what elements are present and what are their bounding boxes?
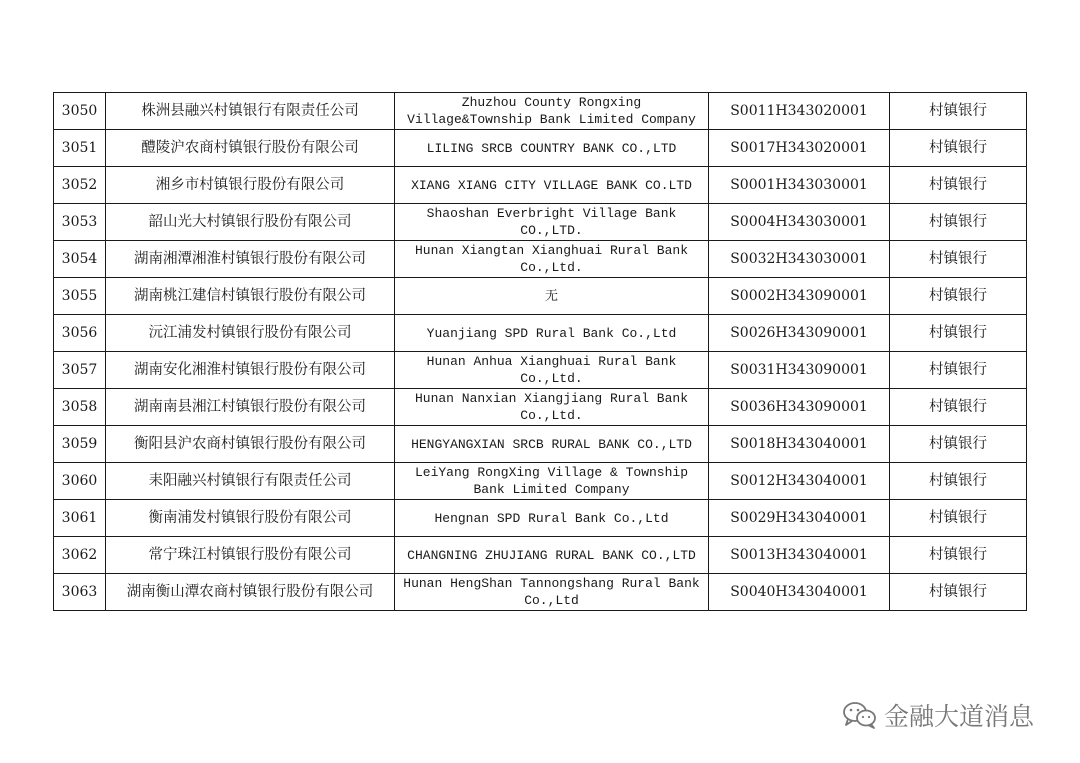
institution-code: S0040H343040001 xyxy=(709,574,890,611)
bank-name-cn: 衡阳县沪农商村镇银行股份有限公司 xyxy=(106,426,395,463)
institution-type: 村镇银行 xyxy=(890,426,1027,463)
table-row xyxy=(54,130,1027,167)
row-number: 3062 xyxy=(54,537,106,574)
table-row xyxy=(54,426,1027,463)
bank-name-cn: 株洲县融兴村镇银行有限责任公司 xyxy=(106,93,395,130)
row-number: 3050 xyxy=(54,93,106,130)
bank-name-cn: 湖南安化湘淮村镇银行股份有限公司 xyxy=(106,352,395,389)
table-row xyxy=(54,537,1027,574)
institution-type: 村镇银行 xyxy=(890,389,1027,426)
bank-name-en: Shaoshan Everbright Village Bank CO.,LTD. xyxy=(395,204,709,241)
bank-name-en: Hunan Nanxian Xiangjiang Rural Bank Co.,Ltd. xyxy=(395,389,709,426)
bank-name-cn: 湖南桃江建信村镇银行股份有限公司 xyxy=(106,278,395,315)
row-number: 3061 xyxy=(54,500,106,537)
institution-type: 村镇银行 xyxy=(890,352,1027,389)
bank-name-cn: 湖南南县湘江村镇银行股份有限公司 xyxy=(106,389,395,426)
table-row xyxy=(54,500,1027,537)
institution-type: 村镇银行 xyxy=(890,93,1027,130)
bank-name-en: HENGYANGXIAN SRCB RURAL BANK CO.,LTD xyxy=(395,426,709,463)
table-row xyxy=(54,204,1027,241)
row-number: 3056 xyxy=(54,315,106,352)
bank-name-cn: 湘乡市村镇银行股份有限公司 xyxy=(106,167,395,204)
bank-name-cn: 湖南湘潭湘淮村镇银行股份有限公司 xyxy=(106,241,395,278)
institution-code: S0036H343090001 xyxy=(709,389,890,426)
bank-name-en: Hunan Anhua Xianghuai Rural Bank Co.,Ltd. xyxy=(395,352,709,389)
bank-name-cn: 韶山光大村镇银行股份有限公司 xyxy=(106,204,395,241)
institution-code: S0018H343040001 xyxy=(709,426,890,463)
table-row xyxy=(54,352,1027,389)
bank-name-cn: 醴陵沪农商村镇银行股份有限公司 xyxy=(106,130,395,167)
institution-type: 村镇银行 xyxy=(890,241,1027,278)
table-row xyxy=(54,93,1027,130)
institution-type: 村镇银行 xyxy=(890,278,1027,315)
institution-code: S0013H343040001 xyxy=(709,537,890,574)
row-number: 3057 xyxy=(54,352,106,389)
bank-name-en: Yuanjiang SPD Rural Bank Co.,Ltd xyxy=(395,315,709,352)
institution-code: S0011H343020001 xyxy=(709,93,890,130)
institution-type: 村镇银行 xyxy=(890,315,1027,352)
bank-name-cn: 常宁珠江村镇银行股份有限公司 xyxy=(106,537,395,574)
row-number: 3053 xyxy=(54,204,106,241)
table-row xyxy=(54,241,1027,278)
row-number: 3052 xyxy=(54,167,106,204)
row-number: 3059 xyxy=(54,426,106,463)
bank-name-cn: 沅江浦发村镇银行股份有限公司 xyxy=(106,315,395,352)
institution-type: 村镇银行 xyxy=(890,204,1027,241)
table-row xyxy=(54,167,1027,204)
bank-name-cn: 湖南衡山潭农商村镇银行股份有限公司 xyxy=(106,574,395,611)
row-number: 3054 xyxy=(54,241,106,278)
bank-name-en: Hunan Xiangtan Xianghuai Rural Bank Co.,Ltd. xyxy=(395,241,709,278)
row-number: 3058 xyxy=(54,389,106,426)
institution-type: 村镇银行 xyxy=(890,167,1027,204)
institution-type: 村镇银行 xyxy=(890,537,1027,574)
bank-name-en: LILING SRCB COUNTRY BANK CO.,LTD xyxy=(395,130,709,167)
table-row xyxy=(54,278,1027,315)
watermark-text: 金融大道消息 xyxy=(884,702,1035,731)
bank-name-en: LeiYang RongXing Village & Township Bank Limited Company xyxy=(395,463,709,500)
table-row xyxy=(54,315,1027,352)
institution-code: S0029H343040001 xyxy=(709,500,890,537)
watermark xyxy=(842,697,1034,733)
bank-name-cn: 耒阳融兴村镇银行有限责任公司 xyxy=(106,463,395,500)
bank-name-en: 无 xyxy=(395,278,709,315)
bank-name-en: Hunan HengShan Tannongshang Rural Bank Co.,Ltd xyxy=(395,574,709,611)
institution-type: 村镇银行 xyxy=(890,130,1027,167)
bank-name-en: CHANGNING ZHUJIANG RURAL BANK CO.,LTD xyxy=(395,537,709,574)
institution-code: S0001H343030001 xyxy=(709,167,890,204)
bank-name-cn: 衡南浦发村镇银行股份有限公司 xyxy=(106,500,395,537)
bank-name-en: XIANG XIANG CITY VILLAGE BANK CO.LTD xyxy=(395,167,709,204)
table-row xyxy=(54,389,1027,426)
row-number: 3063 xyxy=(54,574,106,611)
institution-type: 村镇银行 xyxy=(890,500,1027,537)
institution-type: 村镇银行 xyxy=(890,574,1027,611)
table-row xyxy=(54,463,1027,500)
row-number: 3051 xyxy=(54,130,106,167)
row-number: 3060 xyxy=(54,463,106,500)
bank-list-table xyxy=(53,92,1027,611)
wechat-icon xyxy=(842,700,878,730)
table-row xyxy=(54,574,1027,611)
institution-code: S0026H343090001 xyxy=(709,315,890,352)
bank-name-en: Zhuzhou County Rongxing Village&Township Bank Limited Company xyxy=(395,93,709,130)
institution-code: S0012H343040001 xyxy=(709,463,890,500)
row-number: 3055 xyxy=(54,278,106,315)
institution-code: S0031H343090001 xyxy=(709,352,890,389)
institution-type: 村镇银行 xyxy=(890,463,1027,500)
institution-code: S0002H343090001 xyxy=(709,278,890,315)
institution-code: S0032H343030001 xyxy=(709,241,890,278)
institution-code: S0017H343020001 xyxy=(709,130,890,167)
bank-name-en: Hengnan SPD Rural Bank Co.,Ltd xyxy=(395,500,709,537)
institution-code: S0004H343030001 xyxy=(709,204,890,241)
table-body xyxy=(54,93,1027,611)
